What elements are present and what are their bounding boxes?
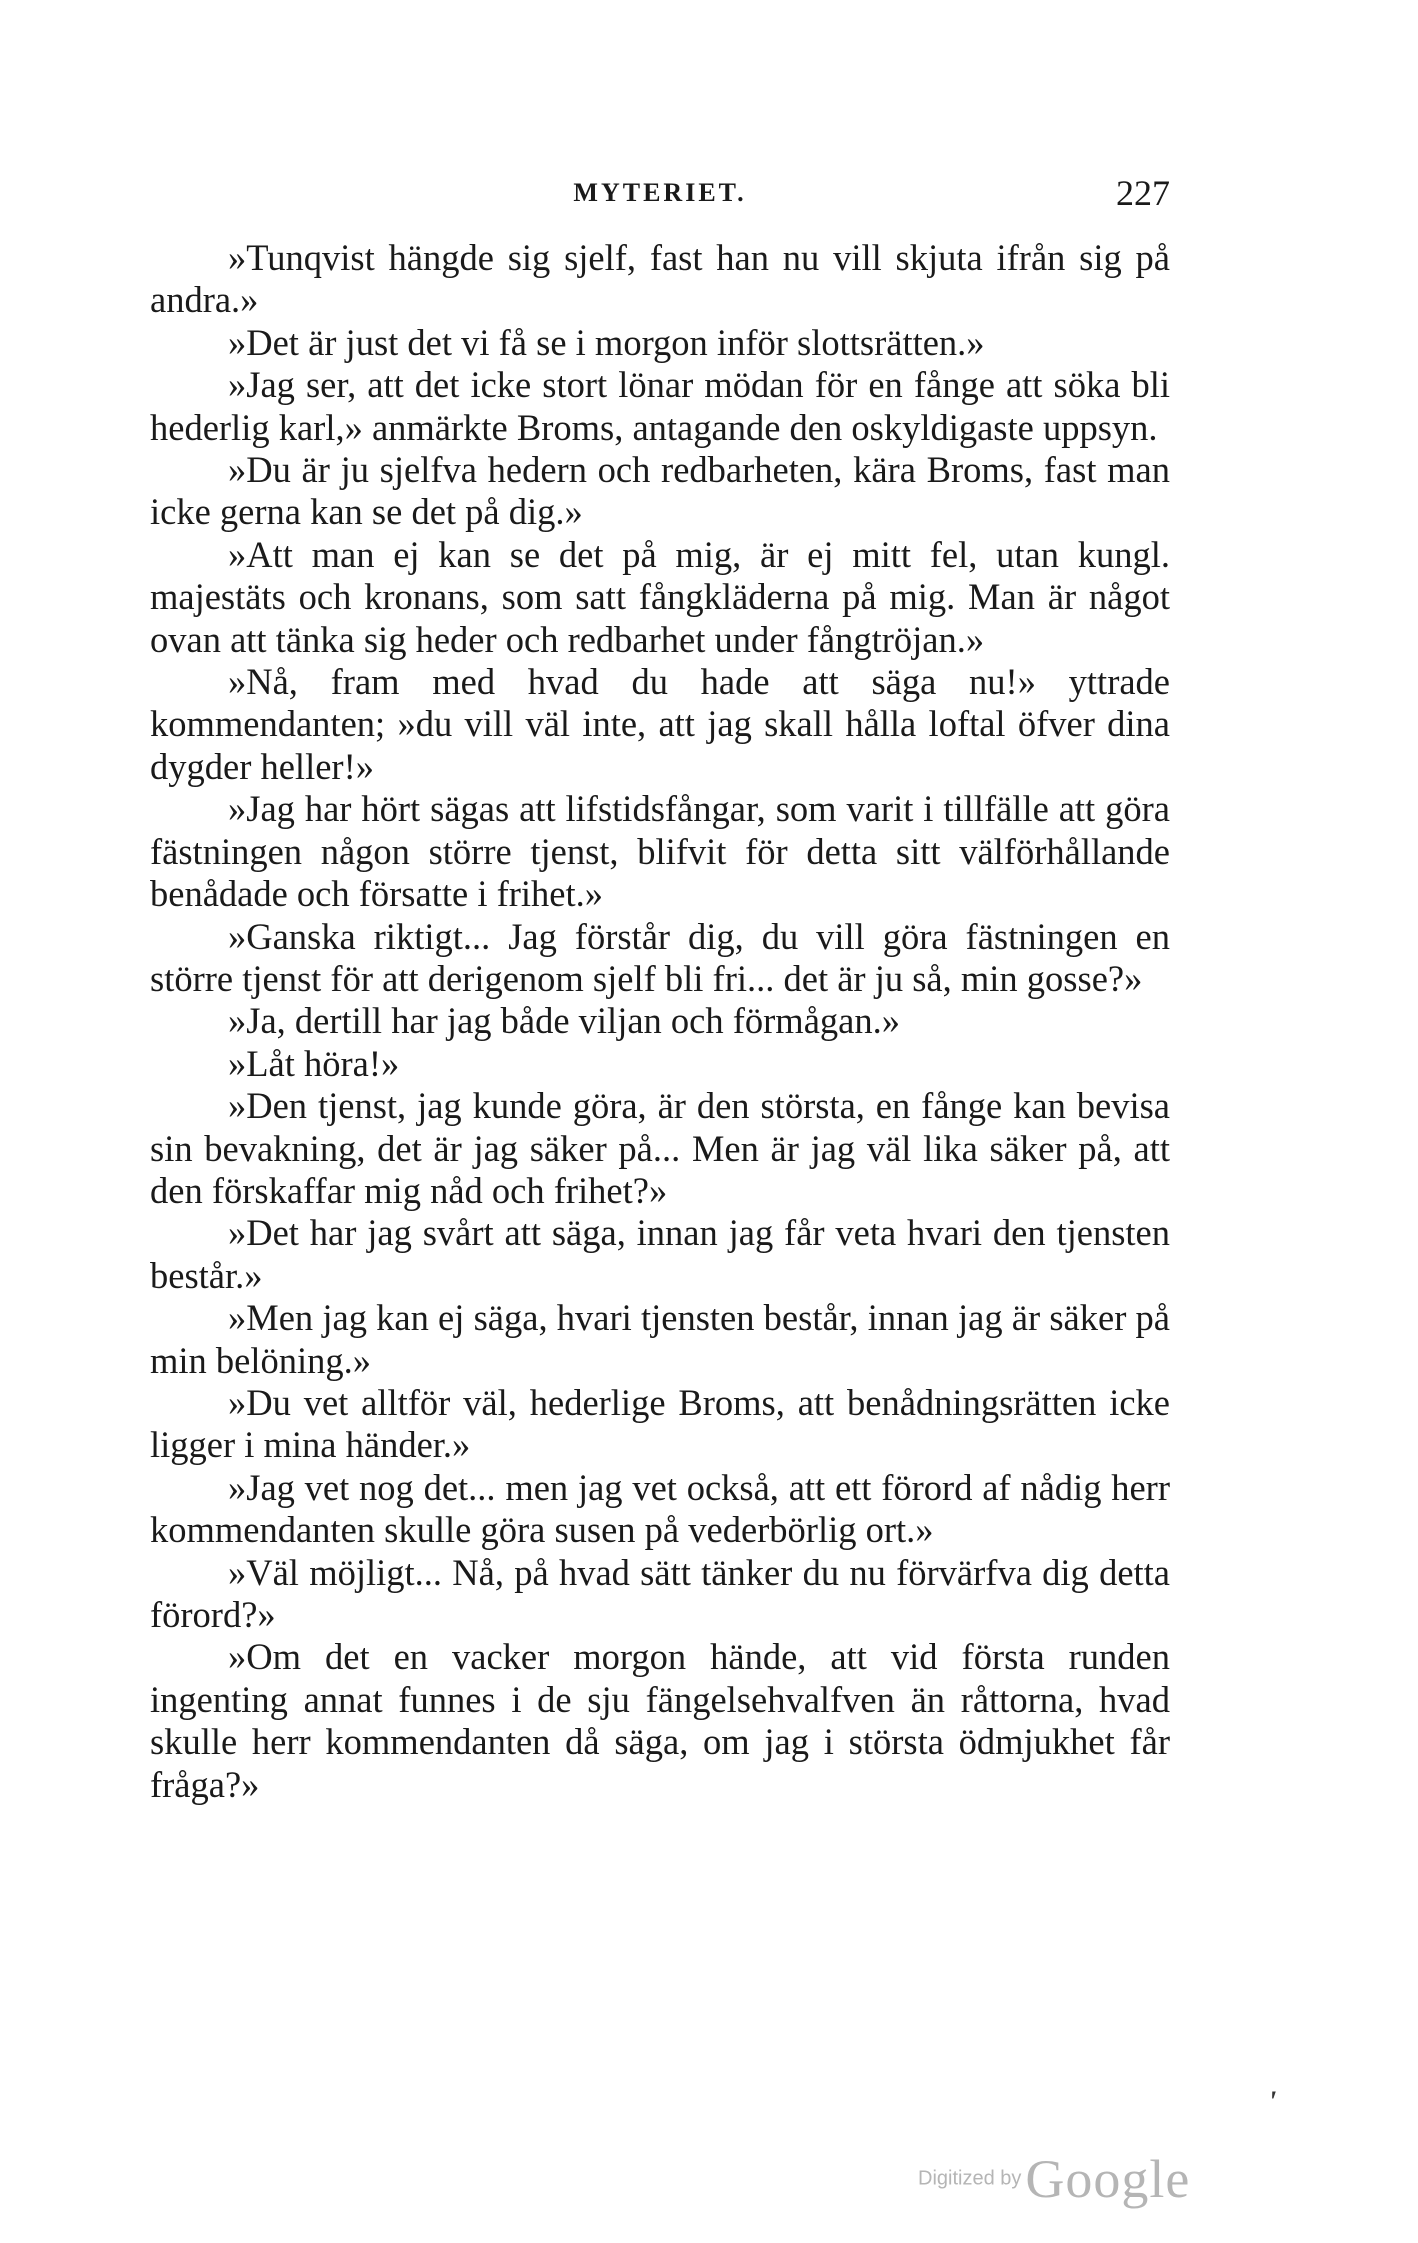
paragraph: »Nå, fram med hvad du hade att säga nu!» yttrade kommendanten; »du vill väl inte, att jag skall hålla loftal öfver dina dygder heller!» <box>150 661 1170 787</box>
paragraph: »Att man ej kan se det på mig, är ej mitt fel, utan kungl. majestäts och kronans, som satt fångkläderna på mig. Man är något ovan att tänka sig heder och redbarhet under fångtröjan.» <box>150 533 1170 660</box>
paragraph: »Ganska riktigt... Jag förstår dig, du vill göra fästningen en större tjenst för att derigenom sjelf bli fri... det är ju så, min gosse?» <box>150 915 1170 999</box>
paragraph: »Väl möjligt... Nå, på hvad sätt tänker du nu förvärfva dig detta förord?» <box>150 1551 1170 1635</box>
running-title: MYTERIET. <box>573 178 747 207</box>
stray-ink-mark: ' <box>1268 2085 1277 2118</box>
paragraph: »Du vet alltför väl, hederlige Broms, att benådningsrätten icke ligger i mina händer.» <box>150 1381 1170 1466</box>
paragraph: »Det är just det vi få se i morgon inför slottsrätten.» <box>228 321 985 363</box>
paragraph: »Men jag kan ej säga, hvari tjensten består, innan jag är säker på min belöning.» <box>150 1297 1170 1381</box>
digitized-watermark <box>918 2148 1190 2210</box>
page-number: 227 <box>1116 173 1170 213</box>
paragraph: »Jag vet nog det... men jag vet också, att ett förord af nådig herr kommendanten skulle göra susen på vederbörlig ort.» <box>150 1466 1170 1551</box>
paragraph: »Ja, dertill har jag både viljan och förmågan.» <box>228 1000 900 1042</box>
paragraph: »Den tjenst, jag kunde göra, är den största, en fånge kan bevisa sin bevakning, det är jag säker på... Men är jag väl lika säker på, att den förskaffar mig nåd och frihet?» <box>150 1085 1170 1211</box>
paragraph: »Jag ser, att det icke stort lönar mödan för en fånge att söka bli hederlig karl,» anmärkte Broms, antagande den oskyldigaste uppsyn. <box>150 364 1170 448</box>
paragraph: »Det har jag svårt att säga, innan jag får veta hvari den tjensten består.» <box>150 1212 1170 1296</box>
paragraph: »Låt höra!» <box>228 1042 400 1084</box>
running-head <box>150 172 1170 212</box>
google-logo: Google <box>1025 2149 1191 2209</box>
paragraph: »Tunqvist hängde sig sjelf, fast han nu vill skjuta ifrån sig på andra.» <box>150 237 1170 321</box>
watermark-prefix: Digitized by <box>918 2167 1022 2190</box>
paragraph: »Om det en vacker morgon hände, att vid första runden ingenting annat funnes i de sju fängelsehvalfven än råttorna, hvad skulle herr kommendanten då säga, om jag i största ödmjukhet får fråga?» <box>150 1636 1170 1805</box>
body-text <box>150 237 1170 1806</box>
paragraph: »Jag har hört sägas att lifstidsfångar, som varit i tillfälle att göra fästningen någon större tjenst, blifvit för detta sitt välförhållande benådade och försatte i frihet.» <box>150 788 1170 915</box>
paragraph: »Du är ju sjelfva hedern och redbarheten, kära Broms, fast man icke gerna kan se det på dig.» <box>150 449 1170 533</box>
